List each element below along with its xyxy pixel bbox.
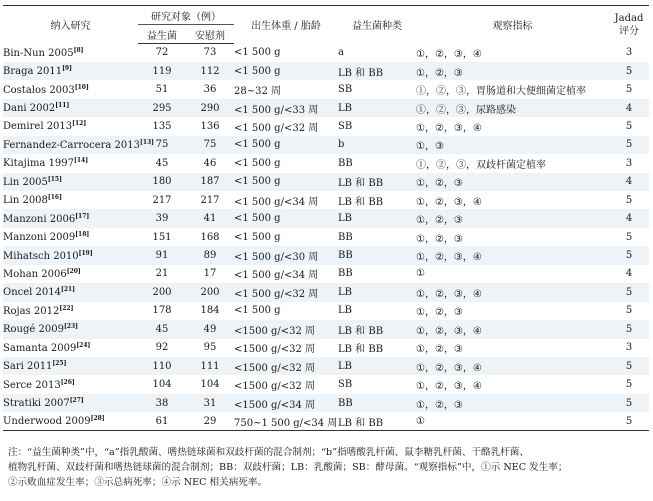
study-name: Mohan 2006: [3, 268, 67, 280]
cell-study: [3, 44, 138, 62]
cell-birth-weight: <1500 g/<34 周: [234, 399, 316, 411]
cell-placebo: 29: [186, 412, 234, 430]
reference-marker: [16]: [47, 194, 62, 202]
table-row: [3, 209, 649, 227]
cell-study: [3, 320, 138, 338]
cell-indicators: ①，②，③，④: [416, 49, 482, 61]
cell-birth-weight: <1 500 g: [234, 65, 281, 77]
cell-study: [3, 246, 138, 264]
cell-placebo: 31: [203, 397, 217, 409]
cell-study: [3, 173, 138, 191]
cell-birth-weight: <1500 g/<32 周: [234, 325, 316, 337]
table-row: [3, 265, 649, 283]
cell-placebo: 168: [200, 231, 220, 243]
cell-placebo: 217: [200, 194, 220, 206]
cell-probiotic: 72: [155, 47, 169, 59]
cell-indicators: ①，②，③: [416, 307, 463, 319]
reference-marker: [8]: [73, 46, 84, 54]
cell-indicators: ①，②，③，双歧杆菌定植率: [416, 159, 546, 171]
cell-placebo: 184: [200, 305, 220, 317]
cell-strain: LB 和 BB: [338, 412, 416, 430]
table-row: [3, 99, 649, 117]
header-jadad-line1: Jadad: [614, 12, 644, 24]
cell-indicators: ①，②，③，胃肠道和大便细菌定植率: [416, 86, 586, 98]
study-name: Manzoni 2009: [3, 232, 76, 244]
cell-probiotic: 21: [155, 268, 169, 280]
cell-birth-weight: <1 500 g: [234, 139, 281, 151]
study-name: Sari 2011: [3, 361, 53, 373]
cell-indicators: ①，②，③: [416, 233, 463, 245]
cell-study: [3, 302, 138, 320]
table-row: [3, 136, 649, 154]
cell-placebo: 290: [200, 102, 220, 114]
cell-probiotic: 200: [152, 286, 172, 298]
cell-strain: LB: [338, 360, 352, 372]
table-row: [3, 412, 649, 430]
cell-study: [3, 136, 155, 154]
cell-jadad: 5: [625, 323, 633, 335]
table-row: [3, 339, 649, 357]
table-row: [3, 357, 649, 375]
table-row: [3, 44, 649, 62]
cell-strain: BB: [338, 231, 353, 243]
cell-birth-weight: <1 500 g: [234, 176, 281, 188]
cell-indicators: ①，②，③: [416, 344, 463, 356]
reference-marker: [25]: [52, 360, 67, 368]
cell-placebo: 41: [203, 213, 217, 225]
cell-indicators: ①，②，③，④: [416, 122, 482, 134]
cell-probiotic: 178: [152, 305, 172, 317]
cell-birth-weight: <1 500 g: [234, 231, 281, 243]
cell-strain: BB: [338, 397, 353, 409]
cell-indicators: ①，②，③: [416, 67, 463, 79]
cell-birth-weight: <1500 g/<32 周: [234, 344, 316, 356]
cell-study: [3, 62, 138, 80]
header-jadad-line2: 评分: [619, 25, 639, 37]
cell-jadad: 4: [625, 102, 633, 114]
cell-strain: SB: [338, 120, 353, 132]
cell-study: [3, 154, 138, 172]
cell-strain: LB: [338, 213, 352, 225]
cell-indicators: ①，②，③，④: [416, 362, 482, 374]
cell-probiotic: 91: [155, 250, 169, 262]
cell-study: [3, 80, 138, 98]
cell-birth-weight: 28~32 周: [234, 86, 282, 98]
cell-birth-weight: <1 500 g: [234, 305, 281, 317]
cell-jadad: 5: [625, 84, 633, 96]
reference-marker: [19]: [78, 249, 93, 257]
cell-indicators: ①: [416, 268, 425, 280]
cell-birth-weight: <1500 g/<32 周: [234, 381, 316, 393]
reference-marker: [9]: [62, 65, 72, 73]
cell-study: [3, 191, 138, 209]
study-name: Fernandez-Carrocera 2013: [3, 139, 140, 151]
header-birth-weight: 出生体重 / 胎龄: [251, 21, 321, 33]
header-row-1: [3, 6, 649, 25]
cell-placebo: 73: [203, 47, 217, 59]
cell-placebo: 75: [203, 139, 217, 151]
cell-strain: SB: [338, 379, 353, 391]
cell-indicators: ①，②，③: [416, 399, 463, 411]
cell-strain: LB 和 BB: [338, 67, 384, 79]
study-name: Serce 2013: [3, 379, 61, 391]
header-subjects-group: 研究对象（例）: [138, 6, 234, 25]
cell-probiotic: 151: [152, 231, 172, 243]
reference-marker: [28]: [90, 415, 105, 423]
table-row: [3, 173, 649, 191]
reference-marker: [15]: [47, 175, 62, 183]
cell-study: [3, 339, 138, 357]
study-name: Dani 2002: [3, 103, 56, 115]
cell-indicators: ①，②，③，④: [416, 381, 482, 393]
reference-marker: [21]: [60, 286, 76, 294]
cell-placebo: 112: [200, 65, 220, 77]
reference-marker: [22]: [59, 304, 74, 312]
cell-birth-weight: <1 500 g: [234, 157, 281, 169]
cell-study: [3, 375, 138, 393]
cell-placebo: 200: [200, 286, 220, 298]
cell-strain: SB: [338, 84, 353, 96]
table-row: [3, 191, 649, 209]
table-row: [3, 154, 649, 172]
study-name: Kitajima 1997: [3, 158, 75, 170]
cell-study: [3, 357, 138, 375]
reference-marker: [20]: [66, 267, 81, 275]
cell-strain: BB: [338, 157, 353, 169]
study-name: Manzoni 2006: [3, 213, 76, 225]
note-line-3: ②示败血症发生率；③示总病死率；④示 NEC 相关病死率。: [8, 477, 268, 488]
cell-probiotic: 135: [152, 120, 172, 132]
cell-probiotic: 38: [155, 397, 169, 409]
reference-marker: [11]: [55, 102, 70, 110]
cell-strain: LB: [338, 286, 352, 298]
cell-placebo: 95: [203, 342, 217, 354]
cell-placebo: 17: [203, 268, 217, 280]
cell-jadad: 3: [625, 157, 633, 169]
header-placebo: 安慰剂: [186, 25, 234, 44]
cell-study: [3, 209, 138, 227]
cell-jadad: 5: [625, 286, 633, 298]
reference-marker: [27]: [69, 397, 84, 405]
reference-marker: [13]: [139, 138, 155, 146]
cell-jadad: 3: [625, 342, 633, 354]
cell-jadad: 5: [625, 250, 633, 262]
reference-marker: [10]: [74, 83, 89, 91]
cell-indicators: ①，③: [416, 141, 444, 153]
cell-jadad: 5: [609, 412, 649, 430]
cell-jadad: 5: [625, 231, 633, 243]
cell-strain: LB: [338, 305, 352, 317]
cell-probiotic: 119: [152, 65, 172, 77]
cell-probiotic: 295: [152, 102, 172, 114]
cell-birth-weight: <1 500 g/<34 周: [234, 196, 319, 208]
table-row: [3, 246, 649, 264]
cell-indicators: ①，②，③，④: [416, 325, 482, 337]
study-name: Costalos 2003: [3, 84, 75, 96]
cell-study: [3, 228, 138, 246]
cell-probiotic: 75: [155, 139, 169, 151]
cell-strain: LB 和 BB: [338, 178, 384, 190]
table-row: [3, 394, 649, 412]
cell-birth-weight: <1 500 g/<32 周: [234, 122, 319, 134]
cell-strain: LB 和 BB: [338, 196, 384, 208]
cell-birth-weight: <1 500 g/<34 周: [234, 270, 319, 282]
cell-study: [3, 283, 138, 301]
table-note: [8, 445, 648, 490]
cell-probiotic: 45: [155, 323, 169, 335]
cell-jadad: 4: [625, 176, 633, 188]
cell-birth-weight: 750~1 500 g/<34 周: [234, 412, 338, 430]
study-name: Lin 2008: [3, 195, 48, 207]
study-name: Lin 2005: [3, 176, 48, 188]
cell-strain: BB: [338, 250, 353, 262]
table-body: [3, 44, 649, 431]
cell-jadad: 5: [625, 397, 633, 409]
note-line-2: 植物乳杆菌、双歧杆菌和嗜热链球菌的混合制剂；BB：双歧杆菌；LB：乳酸菌；SB：酵母菌。“观察指标”中，①示 NEC 发生率；: [8, 462, 568, 473]
cell-birth-weight: <1 500 g/<33 周: [234, 104, 319, 116]
reference-marker: [12]: [72, 120, 87, 128]
cell-probiotic: 180: [152, 176, 172, 188]
study-name: Samanta 2009: [3, 342, 77, 354]
cell-indicators: ①，②，③: [416, 178, 463, 190]
cell-study: [3, 99, 138, 117]
cell-strain: LB 和 BB: [338, 344, 384, 356]
cell-placebo: 136: [200, 120, 220, 132]
cell-jadad: 3: [625, 47, 633, 59]
cell-study: [3, 265, 138, 283]
study-name: Demirel 2013: [3, 121, 73, 133]
cell-probiotic: 45: [155, 157, 169, 169]
cell-indicators: ①，②，③，尿路感染: [416, 104, 516, 116]
cell-birth-weight: <1500 g/<32 周: [234, 362, 316, 374]
reference-marker: [14]: [74, 157, 89, 165]
cell-placebo: 36: [203, 84, 217, 96]
cell-placebo: 111: [200, 360, 220, 372]
cell-study: [3, 117, 138, 135]
cell-birth-weight: <1 500 g/<30 周: [234, 252, 319, 264]
reference-marker: [23]: [63, 323, 78, 331]
study-name: Bin-Nun 2005: [3, 47, 74, 59]
study-characteristics-table: [3, 5, 649, 431]
cell-strain: a: [338, 47, 344, 59]
header-study: 纳入研究: [50, 21, 91, 33]
cell-birth-weight: <1 500 g/<32 周: [234, 288, 319, 300]
cell-strain: BB: [338, 268, 353, 280]
table-row: [3, 320, 649, 338]
cell-strain: LB: [338, 102, 352, 114]
note-line-1: 注：“益生菌种类”中，“a”指乳酸菌、嗜热链球菌和双歧杆菌的混合制剂；“b”指嗜酸乳杆菌、鼠李糖乳杆菌、干酪乳杆菌、: [8, 447, 529, 458]
table-row: [3, 117, 649, 135]
reference-marker: [24]: [76, 341, 91, 349]
cell-placebo: 49: [203, 323, 217, 335]
cell-jadad: 5: [625, 379, 633, 391]
cell-jadad: 4: [625, 213, 633, 225]
study-name: Stratiki 2007: [3, 398, 70, 410]
cell-strain: LB 和 BB: [338, 325, 384, 337]
reference-marker: [18]: [75, 231, 90, 239]
cell-placebo: 89: [203, 250, 217, 262]
cell-birth-weight: <1 500 g: [234, 47, 281, 59]
cell-study: [3, 394, 138, 412]
table-row: [3, 228, 649, 246]
cell-indicators: ①，②，③: [416, 215, 463, 227]
cell-probiotic: 61: [138, 412, 186, 430]
cell-indicators: ①: [416, 412, 609, 430]
cell-jadad: 5: [625, 65, 633, 77]
cell-study: [3, 412, 138, 430]
cell-strain: b: [338, 139, 345, 151]
reference-marker: [17]: [75, 212, 90, 220]
study-name: Rojas 2012: [3, 305, 60, 317]
cell-jadad: 5: [625, 120, 633, 132]
cell-jadad: 5: [625, 194, 633, 206]
study-name: Rougé 2009: [3, 324, 64, 336]
cell-jadad: 4: [625, 268, 633, 280]
cell-jadad: 5: [625, 305, 633, 317]
cell-jadad: 5: [625, 360, 633, 372]
table-row: [3, 302, 649, 320]
study-name: Braga 2011: [3, 66, 63, 78]
study-name: Oncel 2014: [3, 287, 61, 299]
header-indicators: 观察指标: [492, 21, 533, 33]
cell-indicators: ①，②，③，④: [416, 288, 482, 300]
header-strain: 益生菌种类: [352, 21, 402, 33]
cell-indicators: ①，②，③，④: [416, 196, 482, 208]
cell-birth-weight: <1 500 g: [234, 213, 281, 225]
header-probiotic: 益生菌: [138, 25, 186, 44]
table-row: [3, 62, 649, 80]
study-name: Mihatsch 2010: [3, 250, 79, 262]
header-jadad: [609, 6, 649, 44]
cell-probiotic: 104: [152, 379, 172, 391]
cell-indicators: ①，②，③，④: [416, 252, 482, 264]
cell-placebo: 46: [203, 157, 217, 169]
cell-jadad: 5: [625, 139, 633, 151]
cell-probiotic: 39: [155, 213, 169, 225]
reference-marker: [26]: [60, 378, 75, 386]
table-row: [3, 80, 649, 98]
cell-probiotic: 217: [152, 194, 172, 206]
cell-placebo: 187: [200, 176, 220, 188]
study-name: Underwood 2009: [3, 416, 91, 428]
cell-probiotic: 51: [155, 84, 169, 96]
table-row: [3, 375, 649, 393]
cell-probiotic: 92: [155, 342, 169, 354]
table-row: [3, 283, 649, 301]
cell-placebo: 104: [200, 379, 220, 391]
cell-probiotic: 110: [152, 360, 172, 372]
